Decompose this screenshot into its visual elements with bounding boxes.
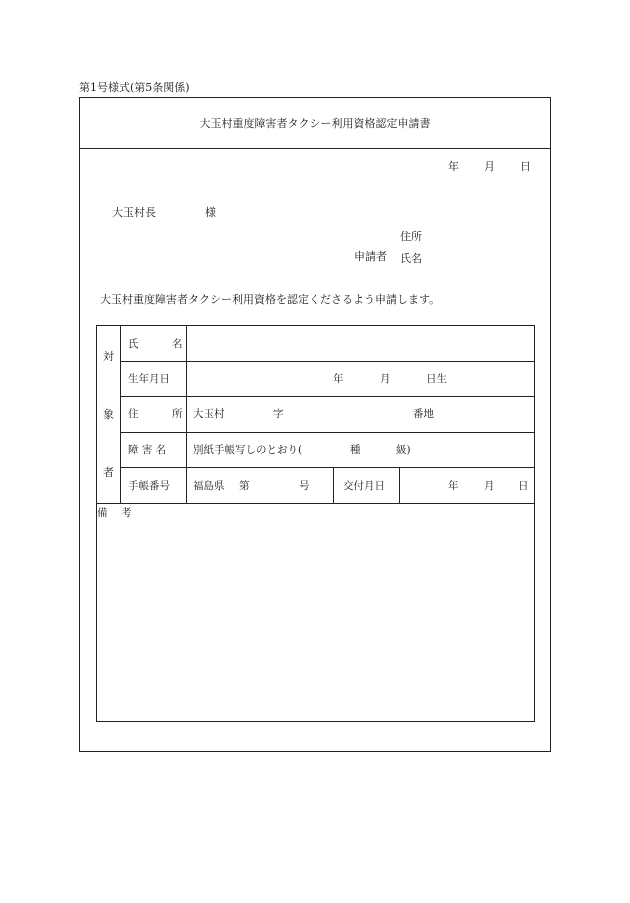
- applicant-address-label: 住所: [400, 230, 422, 243]
- side-label-1: 対: [103, 350, 114, 363]
- address-village: 大玉村: [193, 408, 225, 420]
- side-label-2: 象: [103, 408, 114, 421]
- row-divider-1: [120, 361, 535, 362]
- date-year-label: 年: [448, 160, 459, 173]
- address-label-1: 住: [128, 408, 139, 420]
- table-label-divider: [186, 325, 187, 504]
- name-label-2: 名: [172, 338, 183, 350]
- notebook-label: 手帳番号: [128, 480, 170, 492]
- birth-month: 月: [380, 373, 391, 385]
- notebook-divider-2: [399, 467, 400, 503]
- applicant-label: 申請者: [354, 250, 387, 263]
- row-divider-2: [120, 396, 535, 397]
- disability-label: 障 害 名: [128, 444, 167, 456]
- notebook-dai: 第: [239, 480, 250, 492]
- birth-label: 生年月日: [128, 373, 170, 385]
- side-label-3: 者: [103, 466, 114, 479]
- table-side-divider: [120, 325, 121, 504]
- disability-shu: 種: [350, 444, 361, 456]
- name-label-1: 氏: [128, 338, 139, 350]
- date-month-label: 月: [484, 160, 495, 173]
- address-aza: 字: [273, 408, 284, 420]
- row-divider-4: [120, 467, 535, 468]
- address-banchi: 番地: [413, 408, 434, 420]
- applicant-name-label: 氏名: [400, 252, 422, 265]
- date-day-label: 日: [520, 160, 531, 173]
- form-number: 第1号様式(第5条関係): [79, 81, 190, 94]
- title-divider: [79, 148, 551, 149]
- request-text: 大玉村重度障害者タクシー利用資格を認定くださるよう申請します。: [100, 293, 441, 306]
- notebook-divider-1: [333, 467, 334, 503]
- birth-year: 年: [333, 373, 344, 385]
- disability-kyu: 級): [396, 444, 411, 456]
- issue-day: 日: [518, 480, 529, 492]
- issue-date-label: 交付月日: [343, 480, 385, 492]
- addressee-name: 大玉村長: [112, 206, 156, 219]
- addressee-honorific: 様: [205, 206, 216, 219]
- notebook-go: 号: [299, 480, 310, 492]
- disability-text: 別紙手帳写しのとおり(: [193, 444, 303, 456]
- issue-year: 年: [448, 480, 459, 492]
- remarks-label-2: 考: [121, 507, 132, 519]
- remarks-divider: [96, 503, 535, 504]
- notebook-prefecture: 福島県: [193, 480, 225, 492]
- form-title: 大玉村重度障害者タクシー利用資格認定申請書: [199, 117, 431, 130]
- issue-month: 月: [484, 480, 495, 492]
- remarks-label-1: 備: [97, 507, 108, 519]
- address-label-2: 所: [172, 408, 183, 420]
- row-divider-3: [120, 432, 535, 433]
- birth-suffix: 日生: [426, 373, 447, 385]
